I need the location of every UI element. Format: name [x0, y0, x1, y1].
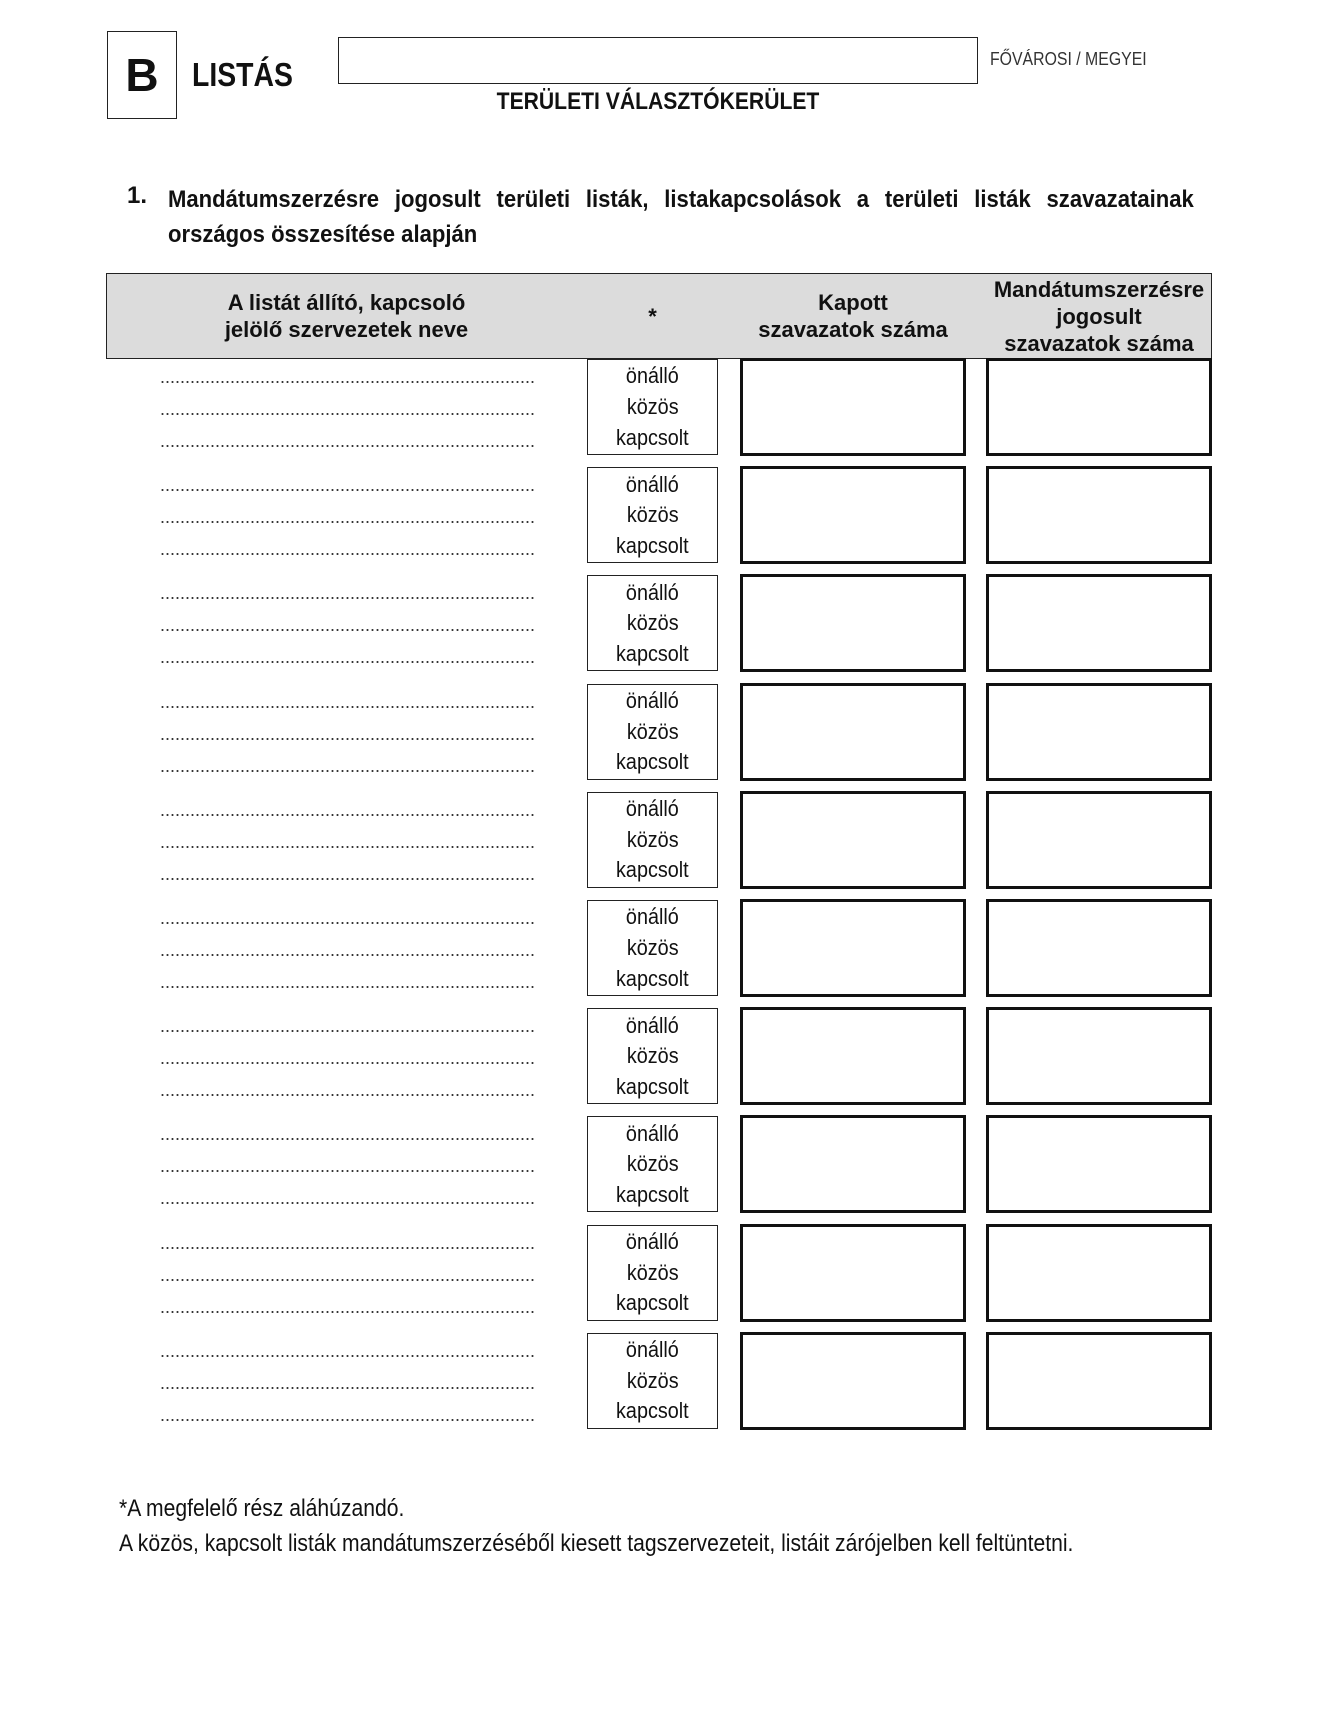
district-type-label: FŐVÁROSI / MEGYEI	[990, 49, 1147, 69]
column-header-organizations: A listát állító, kapcsoló jelölő szervezetek neve	[224, 290, 469, 342]
list-type-options[interactable]	[587, 575, 718, 671]
footnote-asterisk: *A megfelelő rész aláhúzandó.	[119, 1495, 405, 1522]
dotted-line[interactable]	[160, 381, 534, 383]
dotted-line[interactable]	[160, 706, 534, 708]
column-header-votes-received: Kapott szavazatok száma	[758, 290, 948, 342]
footnote-note: A közös, kapcsolt listák mandátumszerzéséből kiesett tagszervezeteit, listáit zárójelben kell feltüntetni.	[119, 1530, 1074, 1557]
list-type-option[interactable]: önálló	[626, 1120, 679, 1146]
list-type-option[interactable]: közös	[626, 1259, 679, 1285]
list-type-option[interactable]: önálló	[626, 363, 679, 389]
dotted-line[interactable]	[160, 814, 534, 816]
list-type-options[interactable]	[587, 792, 718, 888]
dotted-line[interactable]	[160, 1170, 534, 1172]
dotted-line[interactable]	[160, 1247, 534, 1249]
list-type-option[interactable]: közös	[626, 826, 679, 852]
list-type-option[interactable]: kapcsolt	[616, 965, 689, 991]
eligible-votes-field[interactable]	[986, 1007, 1212, 1105]
list-type-option[interactable]: kapcsolt	[616, 641, 689, 667]
eligible-votes-field[interactable]	[986, 466, 1212, 564]
dotted-line[interactable]	[160, 1138, 534, 1140]
district-caption: TERÜLETI VÁLASZTÓKERÜLET	[496, 88, 820, 115]
list-type-options[interactable]	[587, 1008, 718, 1104]
district-name-field[interactable]	[338, 37, 978, 84]
list-type-option[interactable]: önálló	[626, 471, 679, 497]
dotted-line[interactable]	[160, 1355, 534, 1357]
list-type-options[interactable]	[587, 1116, 718, 1212]
column-header-eligible-votes: Mandátumszerzésre jogosult szavazatok száma	[993, 276, 1205, 356]
dotted-line[interactable]	[160, 1279, 534, 1281]
votes-received-field[interactable]	[740, 358, 966, 456]
list-type-option[interactable]: kapcsolt	[616, 532, 689, 558]
list-type-option[interactable]: kapcsolt	[616, 857, 689, 883]
votes-received-field[interactable]	[740, 1115, 966, 1213]
dotted-line[interactable]	[160, 846, 534, 848]
dotted-line[interactable]	[160, 878, 534, 880]
dotted-line[interactable]	[160, 661, 534, 663]
section-number: 1.	[127, 182, 148, 209]
votes-received-field[interactable]	[740, 466, 966, 564]
votes-received-field[interactable]	[740, 1332, 966, 1430]
dotted-line[interactable]	[160, 1030, 534, 1032]
dotted-line[interactable]	[160, 553, 534, 555]
eligible-votes-field[interactable]	[986, 574, 1212, 672]
list-type-options[interactable]	[587, 1225, 718, 1321]
votes-received-field[interactable]	[740, 1007, 966, 1105]
eligible-votes-field[interactable]	[986, 1115, 1212, 1213]
dotted-line[interactable]	[160, 922, 534, 924]
list-type-option[interactable]: önálló	[626, 904, 679, 930]
list-type-option[interactable]: közös	[626, 393, 679, 419]
list-type-option[interactable]: önálló	[626, 687, 679, 713]
list-type-option[interactable]: közös	[626, 934, 679, 960]
dotted-line[interactable]	[160, 597, 534, 599]
list-type-option[interactable]: önálló	[626, 579, 679, 605]
dotted-line[interactable]	[160, 954, 534, 956]
list-type-option[interactable]: közös	[626, 1151, 679, 1177]
list-type-option[interactable]: kapcsolt	[616, 749, 689, 775]
list-type-options[interactable]	[587, 684, 718, 780]
votes-received-field[interactable]	[740, 574, 966, 672]
eligible-votes-field[interactable]	[986, 1332, 1212, 1430]
list-type-options[interactable]	[587, 900, 718, 996]
dotted-line[interactable]	[160, 445, 534, 447]
list-type-option[interactable]: önálló	[626, 1228, 679, 1254]
votes-received-field[interactable]	[740, 683, 966, 781]
dotted-line[interactable]	[160, 413, 534, 415]
dotted-line[interactable]	[160, 489, 534, 491]
form-type-label: LISTÁS	[192, 56, 293, 93]
dotted-line[interactable]	[160, 770, 534, 772]
votes-received-field[interactable]	[740, 1224, 966, 1322]
list-type-option[interactable]: kapcsolt	[616, 1182, 689, 1208]
list-type-option[interactable]: önálló	[626, 1012, 679, 1038]
dotted-line[interactable]	[160, 1419, 534, 1421]
form-letter-badge: B	[107, 31, 177, 119]
eligible-votes-field[interactable]	[986, 683, 1212, 781]
list-type-options[interactable]	[587, 1333, 718, 1429]
list-type-option[interactable]: önálló	[626, 1337, 679, 1363]
list-type-options[interactable]	[587, 359, 718, 455]
list-type-option[interactable]: kapcsolt	[616, 1073, 689, 1099]
list-type-option[interactable]: kapcsolt	[616, 424, 689, 450]
dotted-line[interactable]	[160, 1387, 534, 1389]
section-title: Mandátumszerzésre jogosult területi listák, listakapcsolások a területi listák szavazatainak országos összesítése alapján	[168, 186, 1194, 248]
list-type-option[interactable]: kapcsolt	[616, 1290, 689, 1316]
votes-received-field[interactable]	[740, 899, 966, 997]
list-type-option[interactable]: közös	[626, 718, 679, 744]
list-type-option[interactable]: közös	[626, 610, 679, 636]
list-type-options[interactable]	[587, 467, 718, 563]
dotted-line[interactable]	[160, 629, 534, 631]
list-type-option[interactable]: közös	[626, 1043, 679, 1069]
eligible-votes-field[interactable]	[986, 899, 1212, 997]
dotted-line[interactable]	[160, 1094, 534, 1096]
votes-received-field[interactable]	[740, 791, 966, 889]
dotted-line[interactable]	[160, 1202, 534, 1204]
eligible-votes-field[interactable]	[986, 791, 1212, 889]
eligible-votes-field[interactable]	[986, 358, 1212, 456]
eligible-votes-field[interactable]	[986, 1224, 1212, 1322]
dotted-line[interactable]	[160, 738, 534, 740]
dotted-line[interactable]	[160, 521, 534, 523]
dotted-line[interactable]	[160, 1062, 534, 1064]
list-type-option[interactable]: közös	[626, 1367, 679, 1393]
list-type-option[interactable]: kapcsolt	[616, 1398, 689, 1424]
list-type-option[interactable]: önálló	[626, 796, 679, 822]
dotted-line[interactable]	[160, 986, 534, 988]
dotted-line[interactable]	[160, 1311, 534, 1313]
column-header-type: *	[648, 303, 657, 329]
list-type-option[interactable]: közös	[626, 502, 679, 528]
